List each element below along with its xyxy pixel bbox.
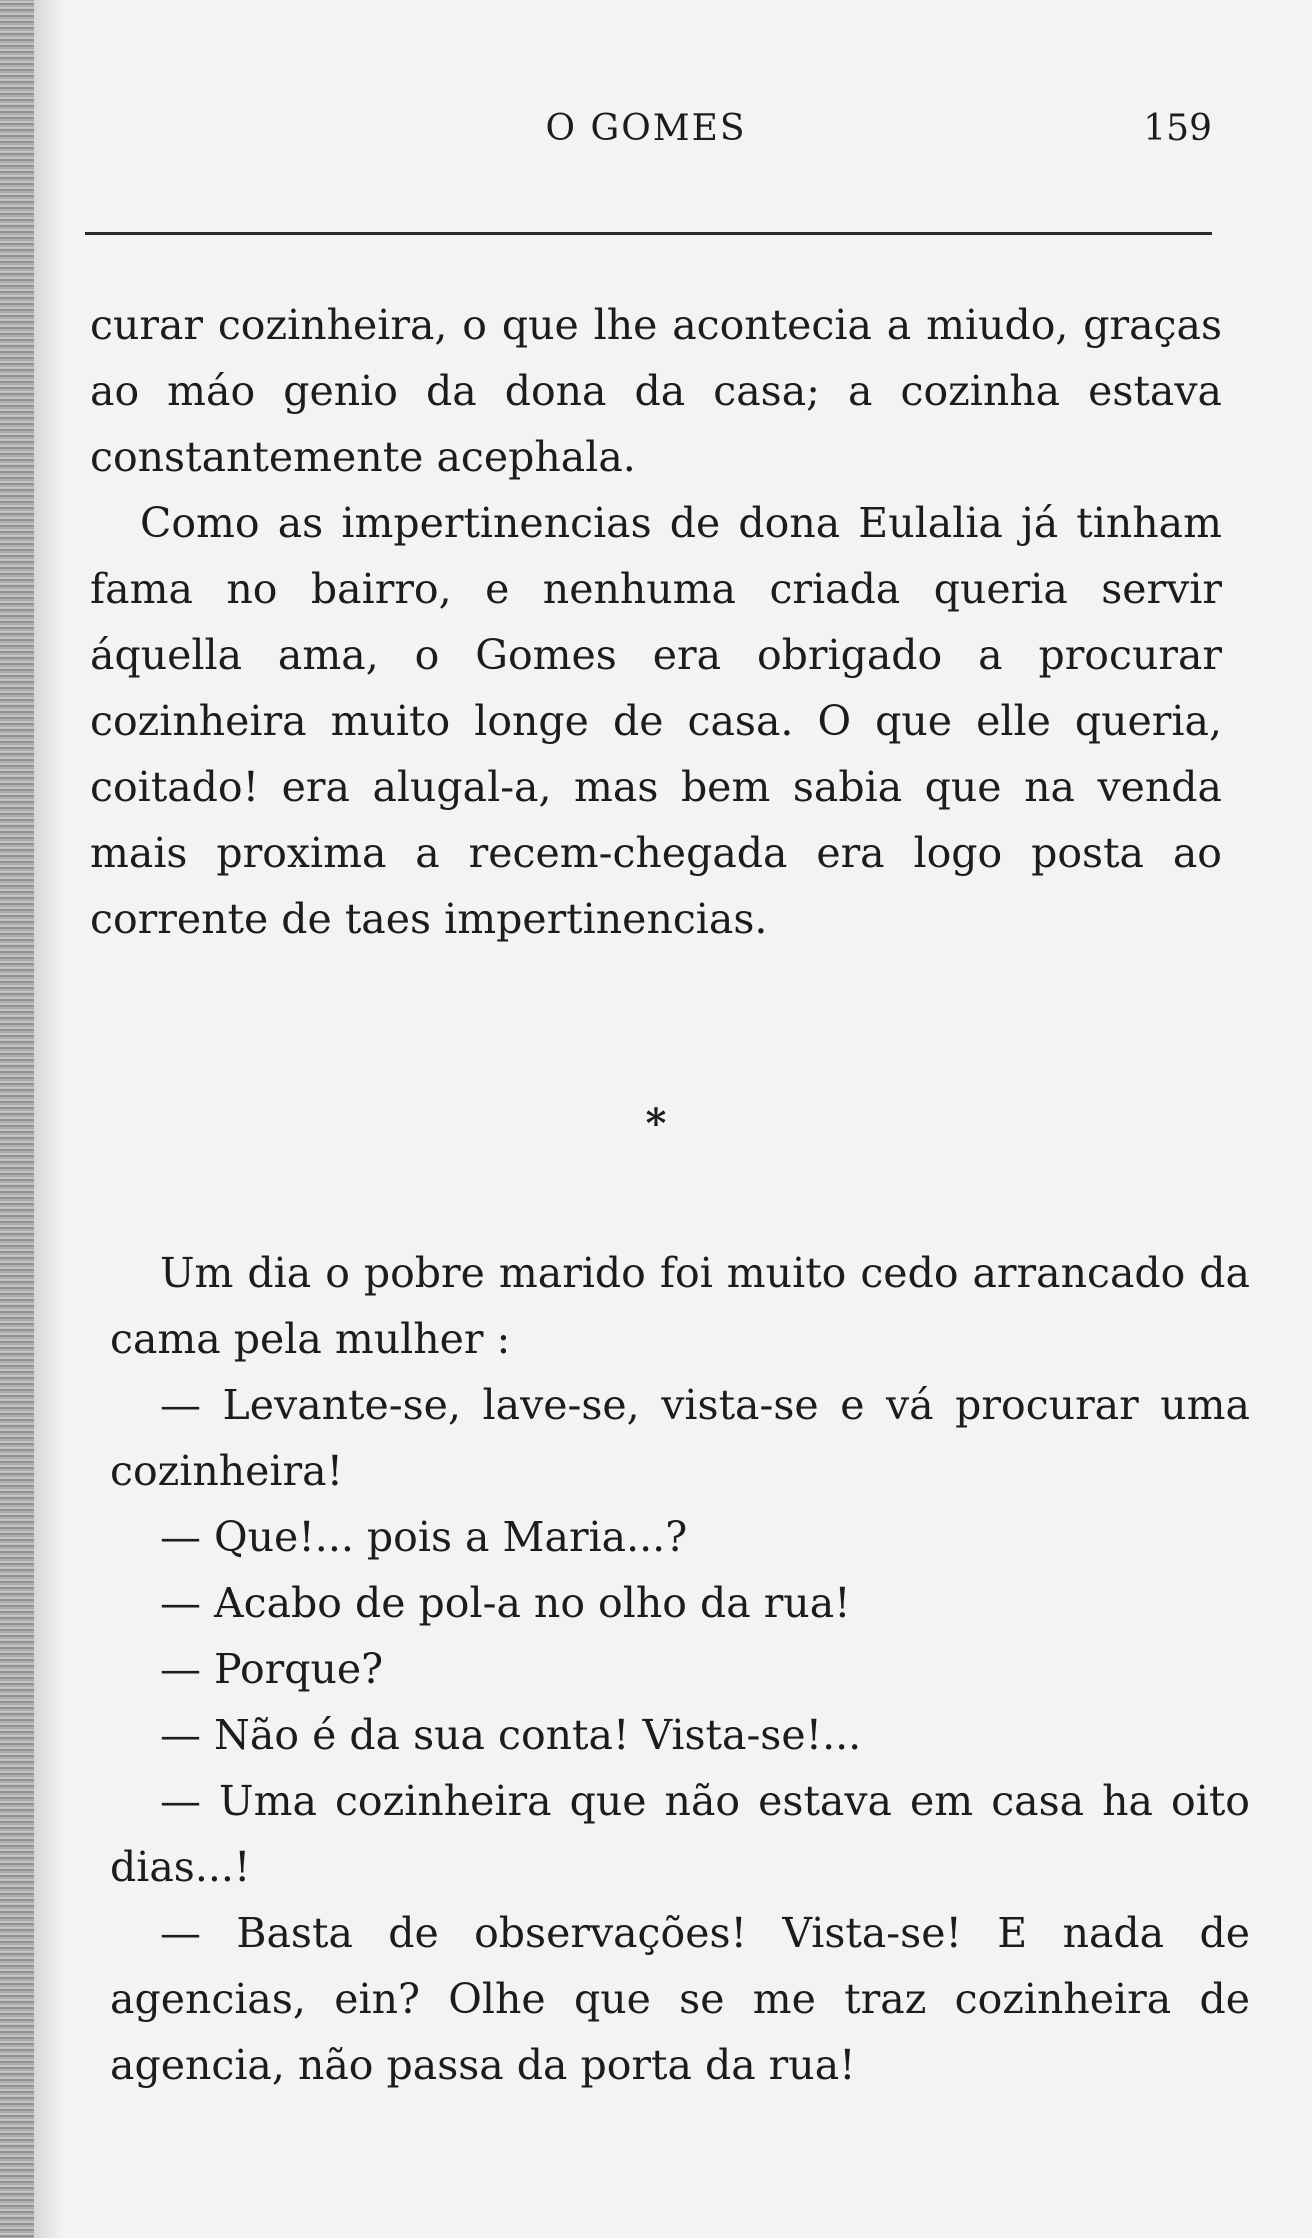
paragraph-continuation: curar cozinheira, o que lhe acontecia a miudo, graças ao máo genio da dona da casa; a cozinha estava constantemente acephala. xyxy=(90,301,1222,481)
running-title: O GOMES xyxy=(545,108,747,149)
section-separator: * xyxy=(645,1100,667,1147)
page-number: 159 xyxy=(1143,108,1212,149)
dialogue-line: — Porque? xyxy=(160,1645,384,1693)
dialogue-line: — Uma cozinheira que não estava em casa ha oito dias...! xyxy=(110,1777,1250,1891)
running-head xyxy=(80,108,1212,158)
dialogue-line: — Levante-se, lave-se, vista-se e vá procurar uma cozinheira! xyxy=(110,1381,1250,1495)
paragraph: Como as impertinencias de dona Eulalia já tinham fama no bairro, e nenhuma criada queria servir áquella ama, o Gomes era obrigado a procurar cozinheira muito longe de casa. O que elle queria, coitado! era alugal-a, mas bem sabia que na venda mais proxima a recem-chegada era logo posta ao corrente de taes impertinencias. xyxy=(90,499,1222,943)
text-block-dialogue xyxy=(110,1240,1250,2098)
dialogue-line: — Que!... pois a Maria...? xyxy=(160,1513,688,1561)
paragraph-opening: Um dia o pobre marido foi muito cedo arrancado da cama pela mulher : xyxy=(110,1249,1250,1363)
header-rule xyxy=(85,232,1212,235)
dialogue-line: — Não é da sua conta! Vista-se!... xyxy=(160,1711,862,1759)
dialogue-line: — Basta de observações! Vista-se! E nada de agencias, ein? Olhe que se me traz cozinheira de agencia, não passa da porta da rua! xyxy=(110,1909,1250,2089)
text-block-top xyxy=(90,292,1222,952)
dialogue-line: — Acabo de pol-a no olho da rua! xyxy=(160,1579,851,1627)
